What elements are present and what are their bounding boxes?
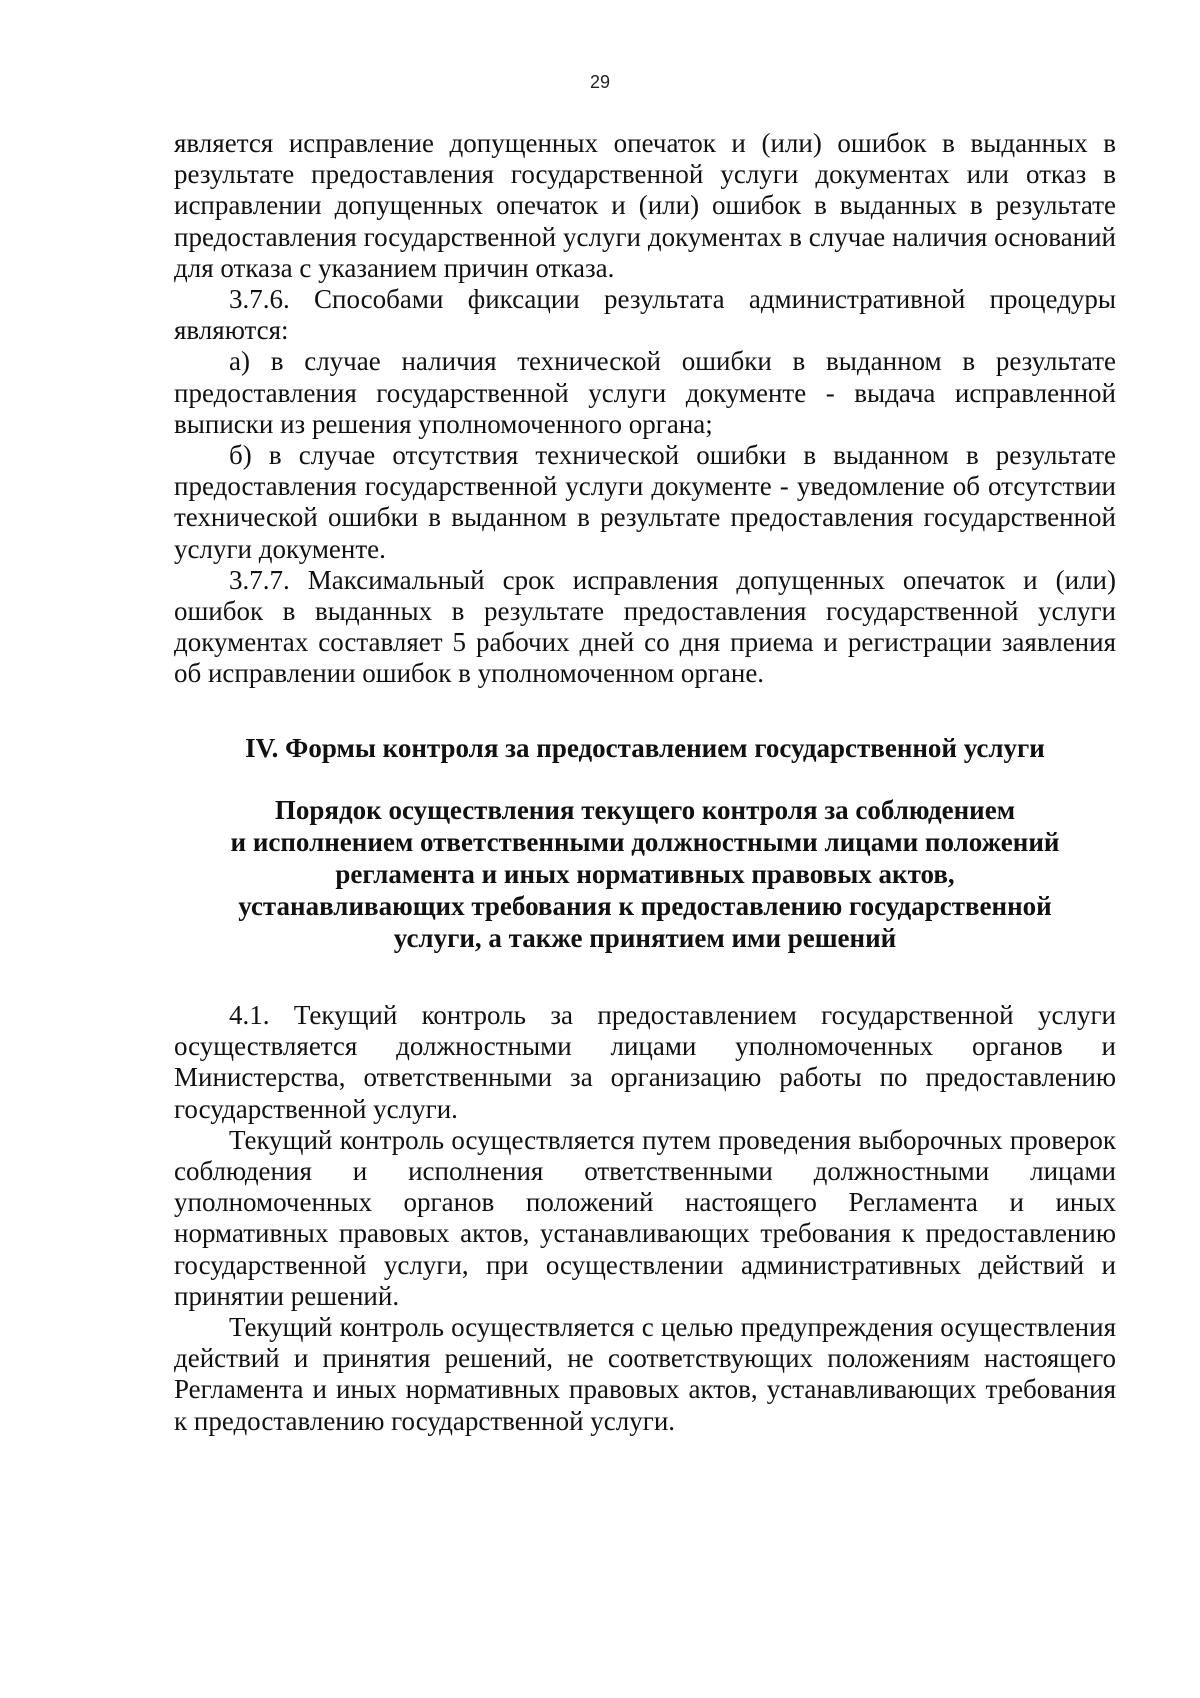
- section-title: IV. Формы контроля за предоставлением государственной услуги: [245, 733, 1045, 763]
- paragraph-3-7-7: 3.7.7. Максимальный срок исправления допущенных опечаток и (или) ошибок в выданных в результате предоставления государственной услуги документах составляет 5 рабочих дней со дня приема и регистрации заявления об исправлении ошибок в уполномоченном органе.: [174, 564, 1116, 689]
- section-4-1: [174, 1000, 1116, 1437]
- paragraph-current-control-purpose: Текущий контроль осуществляется с целью предупреждения осуществления действий и принятия решений, не соответствующих положениям настоящего Регламента и иных нормативных правовых актов, устанавливающих требования к предоставлению государственной услуги.: [174, 1312, 1116, 1436]
- section-3-7-continuation: [174, 128, 1116, 690]
- page-number: 29: [589, 72, 611, 92]
- paragraph-continuation: является исправление допущенных опечаток и (или) ошибок в выданных в результате предоставления государственной услуги документах или отказ в исправлении допущенных опечаток и (или) ошибок в выданных в результате предоставления государственной услуги документах в случае наличия оснований для отказа с указанием причин отказа.: [174, 128, 1116, 283]
- paragraph-3-7-6-b: б) в случае отсутствия технической ошибки в выданном в результате предоставления государственной услуги документе - уведомление об отсутствии технической ошибки в выданном в результате предоставления государственной услуги документе.: [174, 440, 1116, 564]
- subsection-title-line: устанавливающих требования к предоставлению государственной: [238, 891, 1052, 921]
- paragraph-current-control-method: Текущий контроль осуществляется путем проведения выборочных проверок соблюдения и исполнения ответственными должностными лицами уполномоченных органов положений настоящего Регламента и иных нормативных правовых актов, устанавливающих требования к предоставлению государственной услуги, при осуществлении административных действий и принятии решений.: [174, 1124, 1116, 1311]
- paragraph-4-1: 4.1. Текущий контроль за предоставлением государственной услуги осуществляется должностными лицами уполномоченных органов и Министерства, ответственными за организацию работы по предоставлению государственной услуги.: [174, 1000, 1116, 1124]
- subsection-title-line: услуги, а также принятием ими решений: [393, 923, 897, 953]
- subsection-title: [160, 794, 1130, 954]
- paragraph-3-7-6: 3.7.6. Способами фиксации результата административной процедуры являются:: [174, 284, 1116, 346]
- paragraph-3-7-6-a: а) в случае наличия технической ошибки в выданном в результате предоставления государственной услуги документе - выдача исправленной выписки из решения уполномоченного органа;: [174, 346, 1116, 439]
- subsection-title-line: Порядок осуществления текущего контроля за соблюдением: [274, 795, 1016, 825]
- subsection-title-line: и исполнением ответственными должностными лицами положений: [230, 827, 1060, 857]
- subsection-title-line: регламента и иных нормативных правовых актов,: [335, 859, 955, 889]
